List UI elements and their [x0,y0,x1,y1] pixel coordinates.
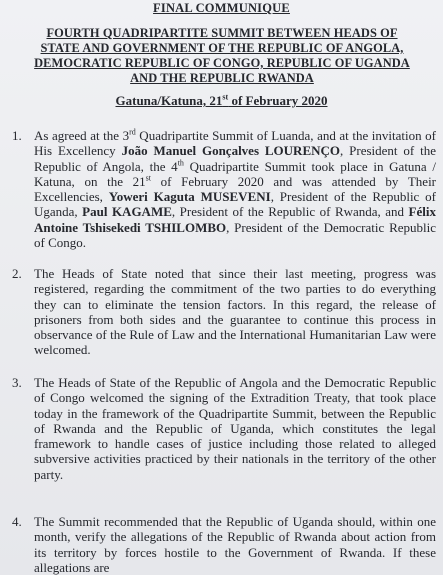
p1-text-2: Quadripartite Summit of Luanda, and at the invitation of His Excellency [34,128,436,159]
p1-name-lourenco: João Manuel Gonçalves LOURENÇO [121,143,341,159]
paragraph-body: The Heads of State of the Republic of Angola and the Democratic Republic of Congo welcomed the signing of the Extradition Treaty, that took place today in the framework of the Quadripartite Summit, between the Republic of Rwanda and the Republic of Uganda, which constitutes the legal framework to handle cases of justice including those related to alleged subversive activities practiced by their nationals in the territory of the other party. [34,375,436,482]
p1-sup-3: st [145,173,152,183]
paragraph-4 [12,514,436,575]
place-date-suffix: of February 2020 [228,93,328,108]
p1-sup-1: rd [129,127,136,137]
paragraph-3 [12,375,436,482]
p1-text-7: , President of the Republic of Rwanda, and [171,204,409,220]
paragraph-2 [12,266,436,358]
paragraph-body: The Heads of State noted that since their last meeting, progress was registered, regarding the commitment of the two parties to do everything they can to eliminate the tension factors. In this regard, the release of prisoners from both sides and the guarantee to continue this process in observance of the Rule of Law and the International Humanitarian Law were welcomed. [34,266,436,358]
p1-text-6: , President of the Republic of Uganda, [34,189,436,220]
p1-name-kagame: Paul KAGAME [82,204,172,220]
heading-line-4: AND THE REPUBLIC RWANDA [130,71,314,85]
p1-text-8: , President of the Democratic Republic of Congo. [34,219,437,251]
paragraph-body: The Summit recommended that the Republic of Uganda should, within one month, verify the allegations of the Republic of Rwanda about action from its territory by forces hostile to the Government of Rwanda. If these allegations are [34,514,436,575]
p1-name-tshilombo: Félix Antoine Tshisekedi TSHILOMBO [34,204,436,235]
summit-heading [8,26,436,86]
paragraph-1 [12,128,436,250]
heading-line-1: FOURTH QUADRIPARTITE SUMMIT BETWEEN HEADS OF [46,26,398,40]
final-communique-title: FINAL COMMUNIQUE [153,1,290,15]
heading-line-3: DEMOCRATIC REPUBLIC OF CONGO, REPUBLIC OF UGANDA [34,56,410,70]
heading-line-2: STATE AND GOVERNMENT OF THE REPUBLIC OF ANGOLA, [40,41,404,55]
paragraph-number: 1. [12,128,22,143]
p1-name-museveni: Yoweri Kaguta MUSEVENI [108,189,271,205]
paragraph-number: 3. [12,375,22,390]
place-date-prefix: Gatuna/Katuna, 21 [115,93,223,108]
p1-text-4: Quadripartite Summit took place in Gatuna / Katuna, on the 21 [34,158,436,189]
p1-text-5: of February 2020 and was attended by Their Excellencies, [34,173,437,205]
paragraph-body [34,128,436,250]
p1-text-3: , President of the Republic of Angola, the 4 [34,143,437,174]
paragraph-number: 4. [12,514,22,529]
p1-text-1: As agreed at the 3 [34,128,130,143]
paragraph-number: 2. [12,266,22,281]
place-and-date [0,93,443,109]
p1-sup-2: th [177,158,184,168]
place-date-sup: st [222,92,229,102]
